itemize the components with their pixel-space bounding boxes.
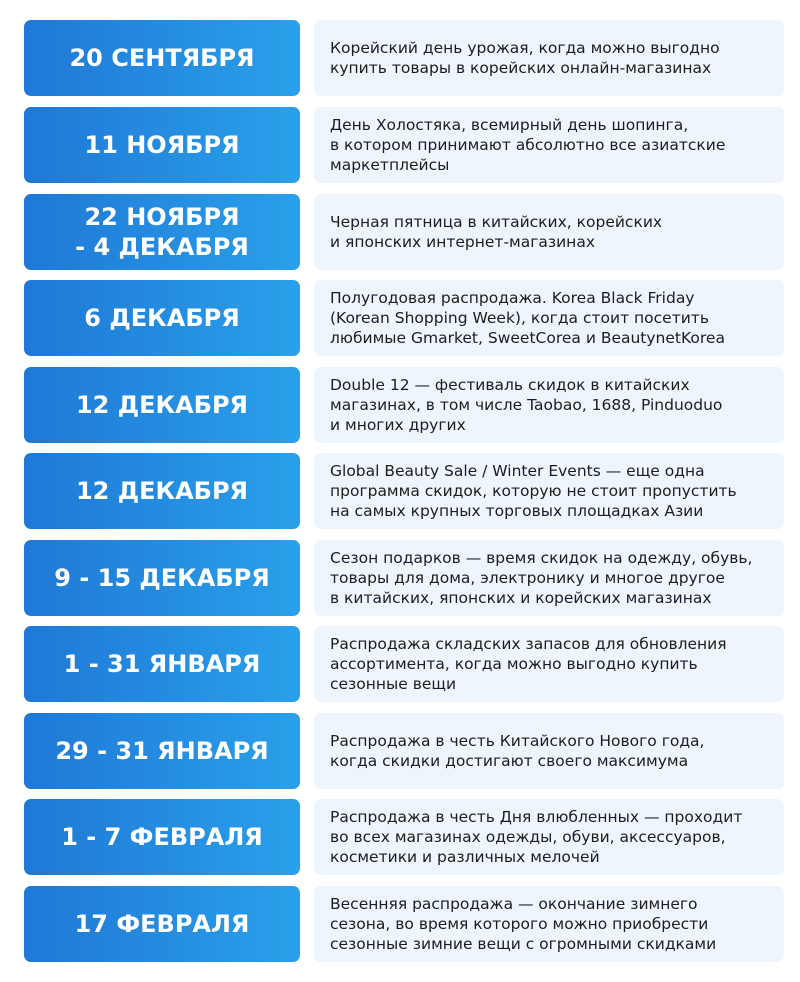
event-row (24, 626, 784, 702)
event-description: Распродажа в честь Китайского Нового года, когда скидки достигают своего максимума (314, 713, 784, 789)
event-date: 17 ФЕВРАЛЯ (24, 886, 300, 962)
event-row (24, 107, 784, 183)
event-row (24, 713, 784, 789)
event-date: 29 - 31 ЯНВАРЯ (24, 713, 300, 789)
event-row (24, 194, 784, 270)
event-date: 20 СЕНТЯБРЯ (24, 20, 300, 96)
event-description: Весенняя распродажа — окончание зимнего сезона, во время которого можно приобрести сезонные зимние вещи с огромными скидками (314, 886, 784, 962)
event-date: 1 - 7 ФЕВРАЛЯ (24, 799, 300, 875)
event-description: Полугодовая распродажа. Korea Black Friday (Korean Shopping Week), когда стоит посетить любимые Gmarket, SweetCorea и BeautynetKorea (314, 280, 784, 356)
event-description: Сезон подарков — время скидок на одежду, обувь, товары для дома, электронику и многое другое в китайских, японских и корейских магазинах (314, 540, 784, 616)
event-row (24, 280, 784, 356)
event-description: Распродажа складских запасов для обновления ассортимента, когда можно выгодно купить сезонные вещи (314, 626, 784, 702)
event-date: 11 НОЯБРЯ (24, 107, 300, 183)
event-row (24, 799, 784, 875)
event-date: 1 - 31 ЯНВАРЯ (24, 626, 300, 702)
event-description: Global Beauty Sale / Winter Events — еще одна программа скидок, которую не стоит пропустить на самых крупных торговых площадках Азии (314, 453, 784, 529)
event-description: Распродажа в честь Дня влюбленных — проходит во всех магазинах одежды, обуви, аксессуаров, косметики и различных мелочей (314, 799, 784, 875)
event-row (24, 367, 784, 443)
event-date: 6 ДЕКАБРЯ (24, 280, 300, 356)
event-description: Корейский день урожая, когда можно выгодно купить товары в корейских онлайн-магазинах (314, 20, 784, 96)
event-row (24, 20, 784, 96)
event-row (24, 540, 784, 616)
event-row (24, 886, 784, 962)
event-date: 12 ДЕКАБРЯ (24, 367, 300, 443)
event-row (24, 453, 784, 529)
event-date: 9 - 15 ДЕКАБРЯ (24, 540, 300, 616)
event-description: День Холостяка, всемирный день шопинга, в котором принимают абсолютно все азиатские маркетплейсы (314, 107, 784, 183)
event-date: 12 ДЕКАБРЯ (24, 453, 300, 529)
event-description: Черная пятница в китайских, корейских и японских интернет-магазинах (314, 194, 784, 270)
event-description: Double 12 — фестиваль скидок в китайских магазинах, в том числе Taobao, 1688, Pinduoduo и многих других (314, 367, 784, 443)
event-date: 22 НОЯБРЯ - 4 ДЕКАБРЯ (24, 194, 300, 270)
